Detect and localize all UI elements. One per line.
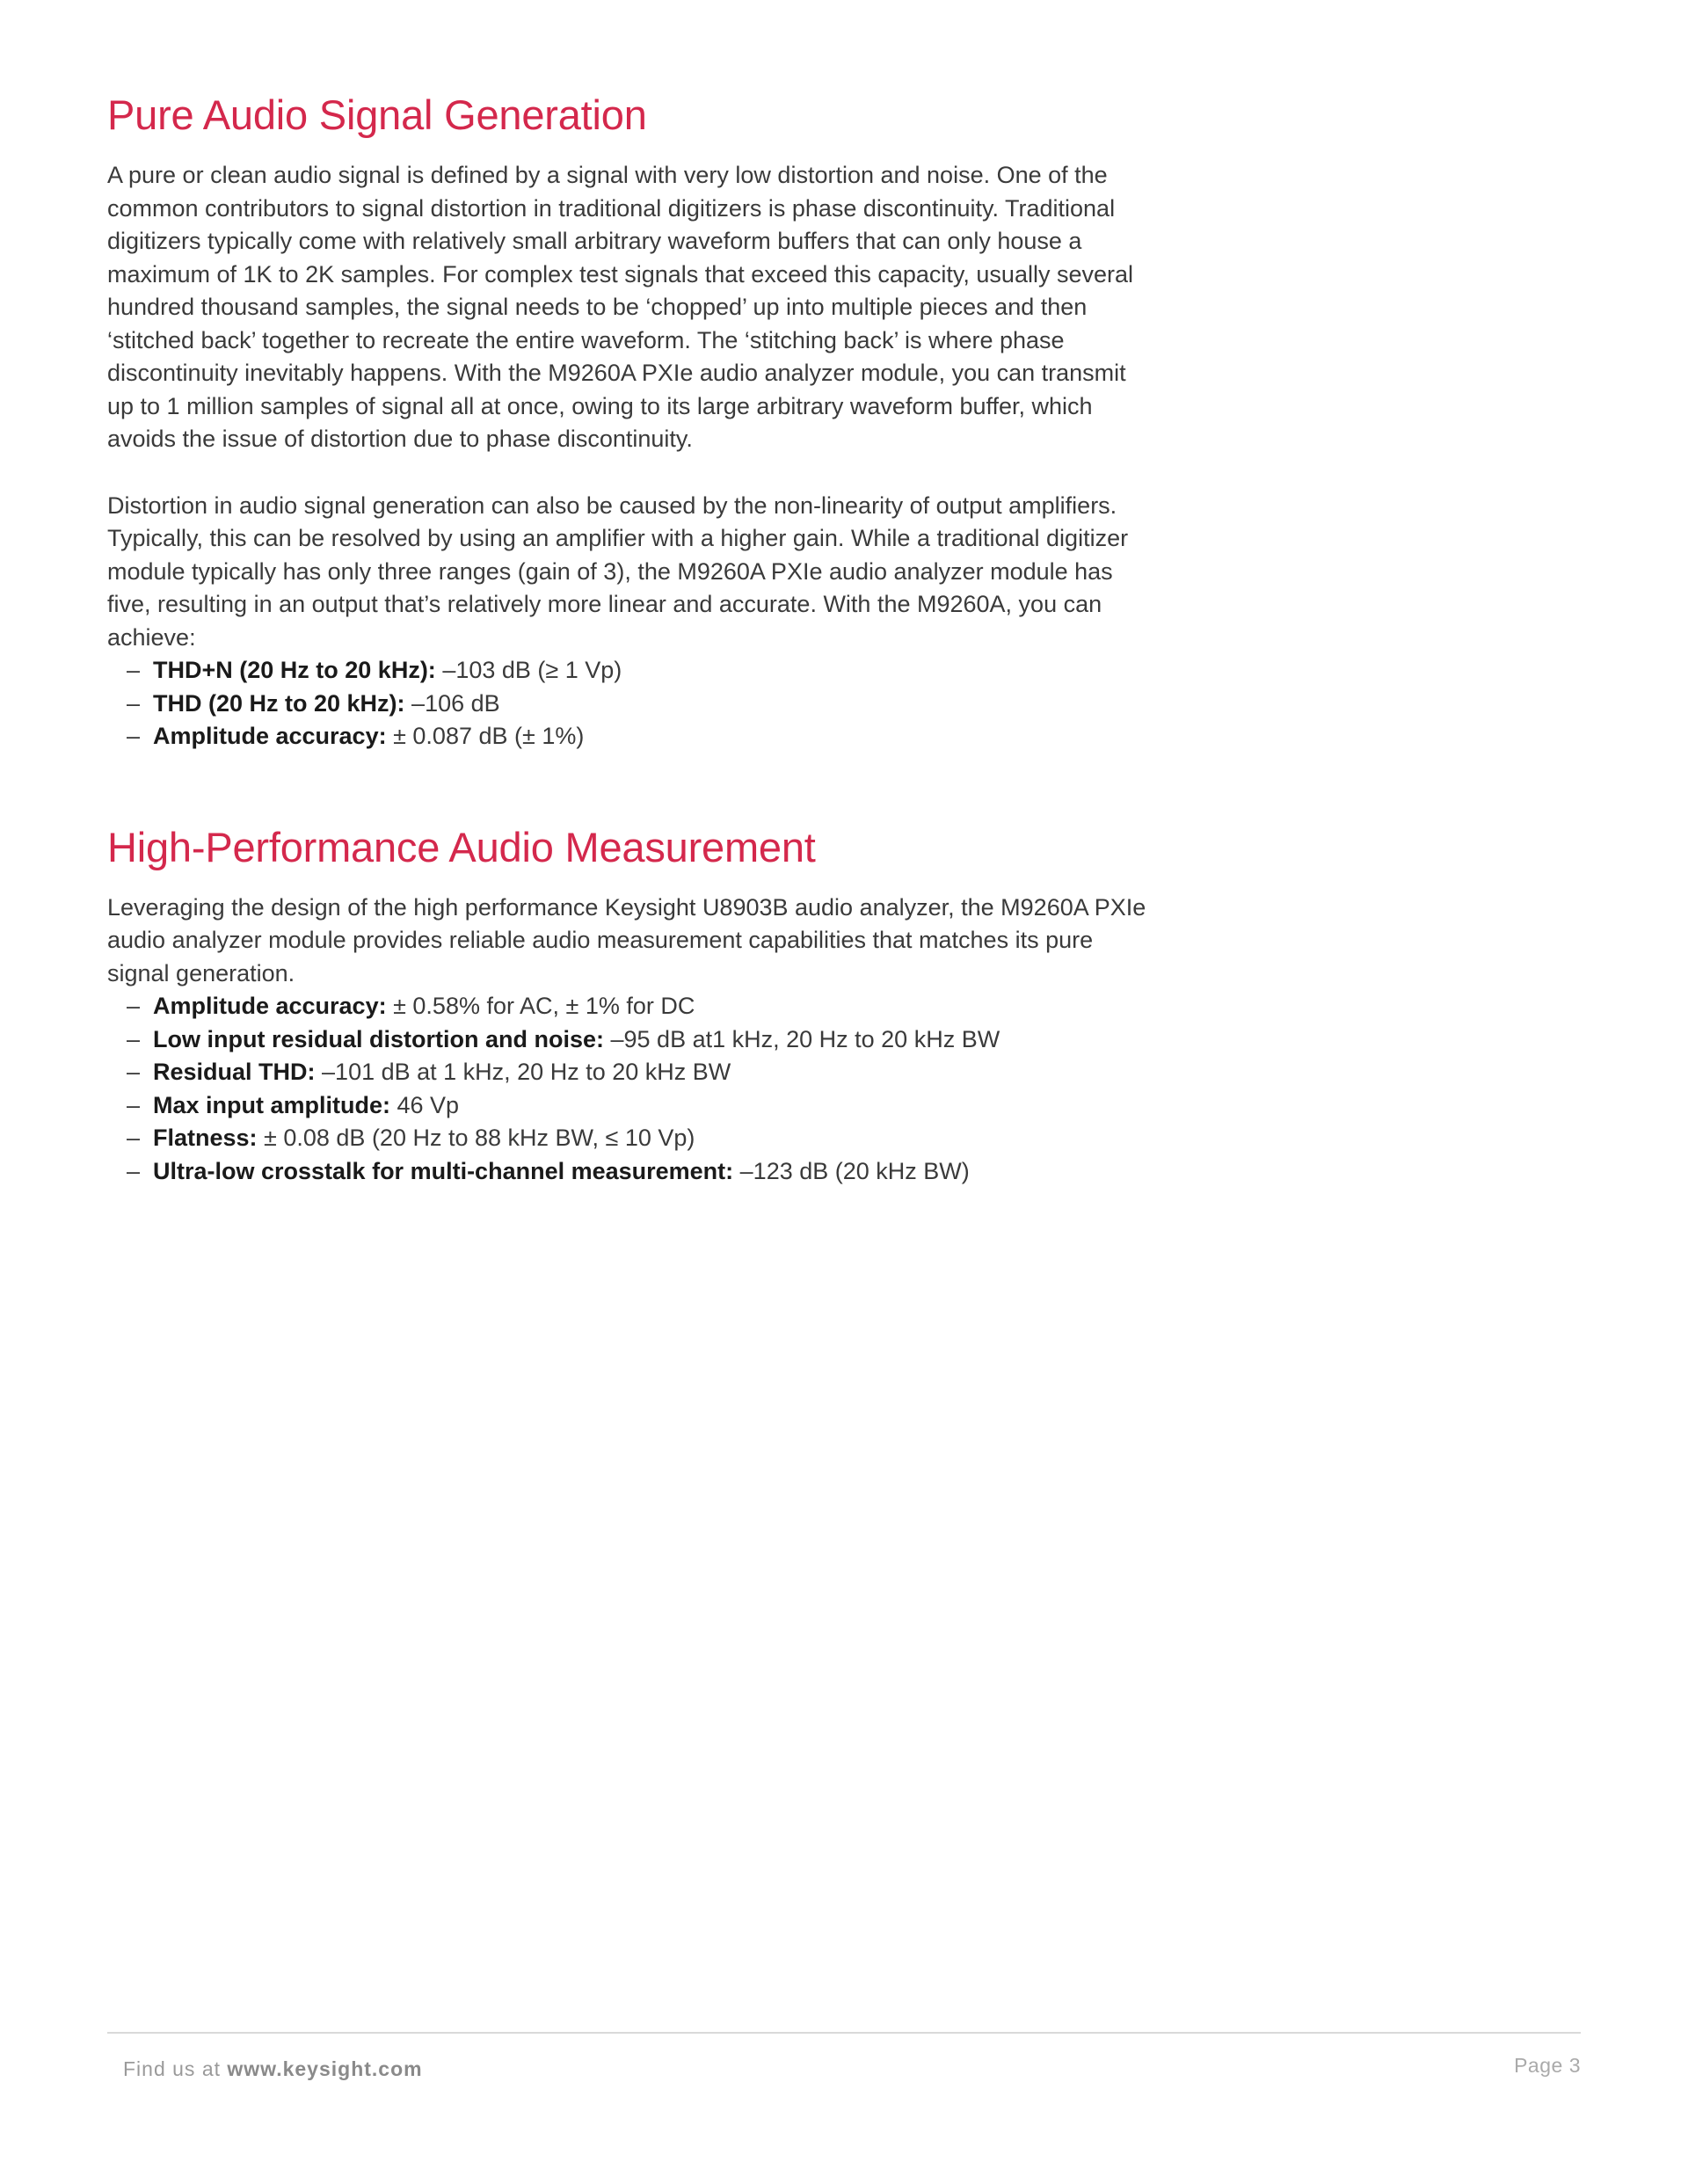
section-heading-pure-audio: Pure Audio Signal Generation <box>107 91 647 138</box>
document-page <box>107 0 1581 2184</box>
spec-value: –103 dB (≥ 1 Vp) <box>435 657 622 683</box>
spec-value: –123 dB (20 kHz BW) <box>733 1157 970 1184</box>
spec-label: THD (20 Hz to 20 kHz): <box>153 689 405 717</box>
list-item <box>127 720 1153 753</box>
footer-find-us <box>123 2057 423 2081</box>
pure-audio-paragraph-2: Distortion in audio signal generation can also be caused by the non-linearity of output amplifiers. Typically, this can be resolved by using an amplifier with a higher gain. While a traditional digitizer module typically has only three ranges (gain of 3), the M9260A PXIe audio analyzer module has five, resulting in an output that’s relatively more linear and accurate. With the M9260A, you can achieve: <box>107 491 1129 651</box>
spec-value: ± 0.08 dB (20 Hz to 88 kHz BW, ≤ 10 Vp) <box>257 1125 695 1151</box>
list-item <box>127 1056 1153 1089</box>
list-dash: – <box>127 1125 141 1151</box>
spec-label: Amplitude accuracy: <box>153 993 387 1019</box>
spec-label: Low input residual distortion and noise: <box>153 1025 604 1052</box>
list-dash: – <box>127 993 141 1019</box>
page-content <box>107 91 1153 1188</box>
spec-label: Amplitude accuracy: <box>153 723 387 749</box>
footer-website-link[interactable]: www.keysight.com <box>227 2057 423 2080</box>
spec-value: –106 dB <box>404 689 500 717</box>
spec-value: –101 dB at 1 kHz, 20 Hz to 20 kHz BW <box>315 1059 731 1085</box>
list-item <box>127 654 1153 688</box>
spec-label: Max input amplitude: <box>153 1091 390 1118</box>
spec-label: Ultra-low crosstalk for multi-channel measurement: <box>153 1157 734 1184</box>
list-dash: – <box>127 1059 141 1085</box>
list-item <box>127 688 1153 721</box>
footer-find-us-prefix: Find us at <box>123 2057 228 2080</box>
section-heading-high-performance: High-Performance Audio Measurement <box>107 823 816 870</box>
spec-label: Residual THD: <box>153 1059 316 1085</box>
list-dash: – <box>127 1157 141 1184</box>
spec-value: –95 dB at1 kHz, 20 Hz to 20 kHz BW <box>604 1025 1000 1052</box>
list-item <box>127 990 1153 1023</box>
spec-label: THD+N (20 Hz to 20 kHz): <box>153 657 436 683</box>
list-dash: – <box>127 689 141 717</box>
list-item <box>127 1155 1153 1189</box>
footer-divider <box>107 2032 1581 2034</box>
pure-audio-paragraph-1: A pure or clean audio signal is defined by a signal with very low distortion and noise. One of the common contributors to signal distortion in traditional digitizers is phase discontinuity. Traditional digitizers typically come with relatively small arbitrary waveform buffers that can only house a maximum of 1K to 2K samples. For complex test signals that exceed this capacity, usually several hundred thousand samples, the signal needs to be ‘chopped’ up into multiple pieces and then ‘stitched back’ together to recreate the entire waveform. The ‘stitching back’ is where phase discontinuity inevitably happens. With the M9260A PXIe audio analyzer module, you can transmit up to 1 million samples of signal all at once, owing to its large arbitrary waveform buffer, which avoids the issue of distortion due to phase discontinuity. <box>107 162 1133 452</box>
list-dash: – <box>127 723 141 749</box>
list-item <box>127 1023 1153 1057</box>
spec-value: ± 0.58% for AC, ± 1% for DC <box>386 993 695 1019</box>
generation-spec-list <box>107 654 1153 753</box>
list-dash: – <box>127 1025 141 1052</box>
spec-value: 46 Vp <box>390 1091 460 1118</box>
spec-label: Flatness: <box>153 1125 258 1151</box>
spec-value: ± 0.087 dB (± 1%) <box>386 723 585 749</box>
list-item <box>127 1089 1153 1123</box>
list-dash: – <box>127 657 141 683</box>
measurement-paragraph-1: Leveraging the design of the high performance Keysight U8903B audio analyzer, the M9260A PXIe audio analyzer module provides reliable audio measurement capabilities that matches its pure signal generation. <box>107 893 1146 986</box>
list-dash: – <box>127 1091 141 1118</box>
measurement-spec-list <box>107 990 1153 1188</box>
list-item <box>127 1122 1153 1155</box>
page-number: Page 3 <box>1514 2054 1581 2077</box>
